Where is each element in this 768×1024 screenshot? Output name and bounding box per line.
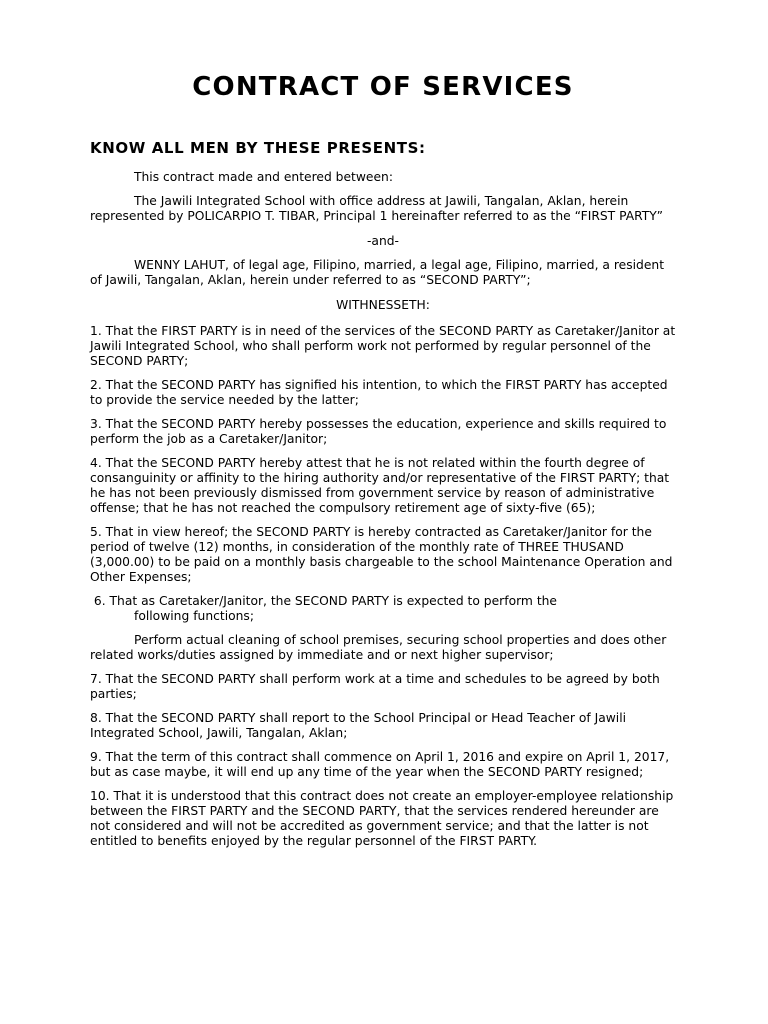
clause-2: 2. That the SECOND PARTY has signified his intention, to which the FIRST PARTY has accepted to provide the service needed by the latter; [90,378,668,407]
clause-1: 1. That the FIRST PARTY is in need of the services of the SECOND PARTY as Caretaker/Janitor at Jawili Integrated School, who shall perform work not performed by regular personnel of the SECOND PARTY; [90,324,676,368]
intro-paragraph: This contract made and entered between: [134,170,393,184]
witnesseth-heading: WITHNESSETH: [336,298,430,312]
clause-5: 5. That in view hereof; the SECOND PARTY is hereby contracted as Caretaker/Janitor for the period of twelve (12) months, in consideration of the monthly rate of THREE THUSAND (3,000.00) to be paid on a monthly basis chargeable to the school Maintenance Operation and Other Expenses; [90,525,673,584]
clause-6-line-2: following functions; [134,609,254,623]
clause-9: 9. That the term of this contract shall commence on April 1, 2016 and expire on April 1, 2017, but as case maybe, it will end up any time of the year when the SECOND PARTY resigned; [90,750,670,779]
first-party-paragraph: The Jawili Integrated School with office address at Jawili, Tangalan, Aklan, herein represented by POLICARPIO T. TIBAR, Principal 1 hereinafter referred to as the “FIRST PARTY” [90,194,663,223]
clause-6-functions: Perform actual cleaning of school premises, securing school properties and does other related works/duties assigned by immediate and or next higher supervisor; [90,633,667,662]
document-title: CONTRACT OF SERVICES [192,72,574,102]
and-separator: -and- [366,234,399,248]
clause-7: 7. That the SECOND PARTY shall perform work at a time and schedules to be agreed by both parties; [90,672,660,701]
clause-4: 4. That the SECOND PARTY hereby attest that he is not related within the fourth degree of consanguinity or affinity to the hiring authority and/or representative of the FIRST PARTY; that he has not been previously dismissed from government service by reason of administrative offense; that he has not reached the compulsory retirement age of sixty-five (65); [90,456,670,515]
clause-10: 10. That it is understood that this contract does not create an employer-employee relationship between the FIRST PARTY and the SECOND PARTY, that the services rendered hereunder are not considered and will not be accredited as government service; and that the latter is not entitled to benefits enjoyed by the regular personnel of the FIRST PARTY. [90,789,674,848]
second-party-paragraph: WENNY LAHUT, of legal age, Filipino, married, a legal age, Filipino, married, a resident of Jawili, Tangalan, Aklan, herein under referred to as “SECOND PARTY”; [90,258,665,287]
clause-8: 8. That the SECOND PARTY shall report to the School Principal or Head Teacher of Jawili Integrated School, Jawili, Tangalan, Aklan; [90,711,627,740]
clause-3: 3. That the SECOND PARTY hereby possesses the education, experience and skills required to perform the job as a Caretaker/Janitor; [90,417,667,446]
clause-6-line-1: 6. That as Caretaker/Janitor, the SECOND PARTY is expected to perform the [90,594,557,608]
preamble-heading: KNOW ALL MEN BY THESE PRESENTS: [90,139,426,157]
